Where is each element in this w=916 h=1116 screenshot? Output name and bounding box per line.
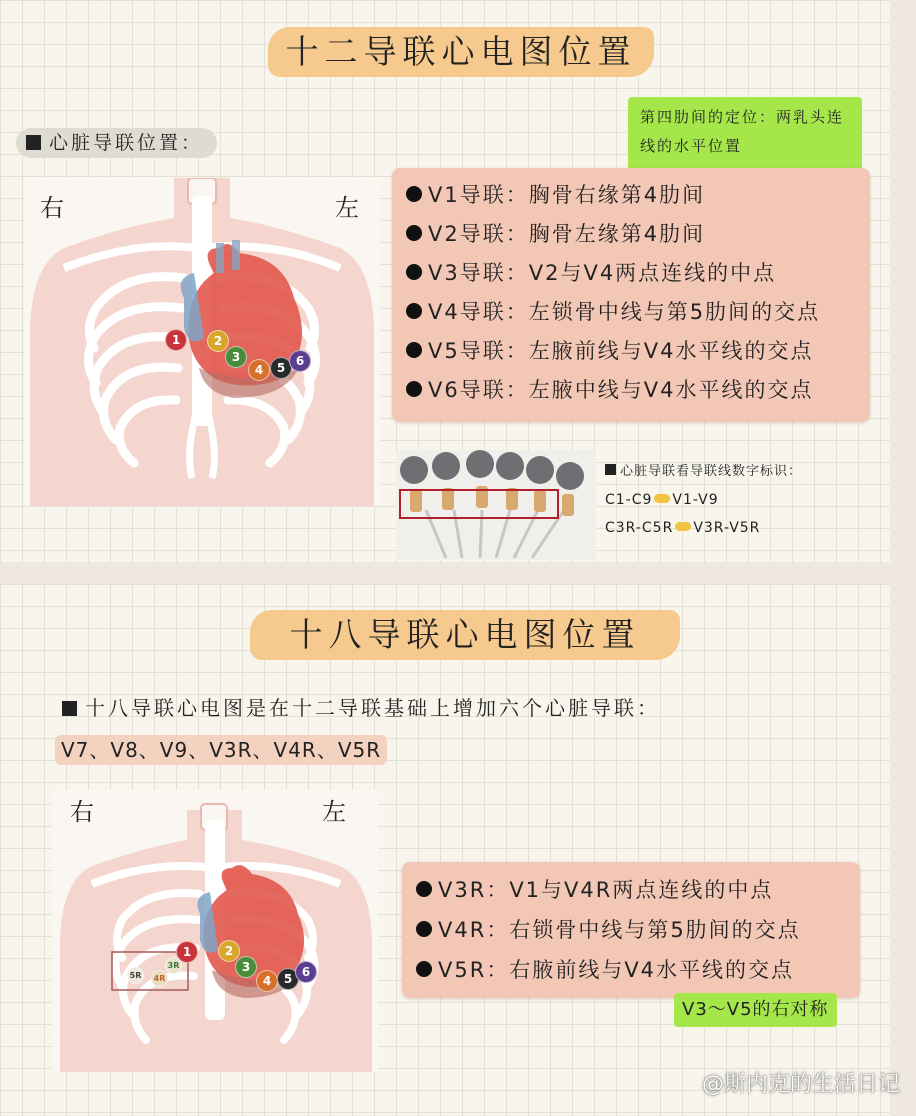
right-side-label: 右 (70, 798, 94, 826)
chest-illustration-18-lead (52, 790, 378, 1072)
left-side-label: 左 (335, 194, 359, 222)
subtitle-text: 心脏导联位置： (49, 132, 204, 154)
lead-marker-5: 5 (270, 357, 292, 379)
eighteen-lead-intro: 十八导联心电图是在十二导联基础上增加六个心脏导联： (62, 692, 660, 721)
right-lead-list (402, 862, 860, 998)
lead-marker-1: 1 (165, 329, 187, 351)
lead-marker-3: 3 (225, 346, 247, 368)
lead-marker-2: 2 (207, 330, 229, 352)
cable-map-row-2: C3R-C5R V3R-V5R (605, 520, 761, 536)
suction-electrodes-drawing (396, 450, 596, 560)
bullet-dot-icon (406, 342, 422, 358)
bullet-dot-icon (406, 381, 422, 397)
chest-illustration-12-lead (24, 178, 380, 506)
ribcage-heart-drawing (52, 790, 378, 1072)
lead-item-v3: V3导联：V2与V4两点连线的中点 (406, 254, 856, 293)
twelve-lead-panel (0, 0, 890, 562)
lead-item-v5r: V5R：右腋前线与V4水平线的交点 (416, 950, 846, 990)
square-bullet-icon (62, 701, 77, 716)
lead-item-v3r: V3R：V1与V4R两点连线的中点 (416, 870, 846, 910)
ribcage-heart-drawing (24, 178, 380, 506)
lead-marker-3: 3 (235, 956, 257, 978)
section-title-18-lead: 十八导联心电图位置 (250, 610, 680, 660)
left-side-label: 左 (322, 798, 346, 826)
square-bullet-icon (605, 464, 616, 475)
lead-item-v2: V2导联：胸骨左缘第4肋间 (406, 215, 856, 254)
bullet-dot-icon (406, 303, 422, 319)
lead-marker-5r: 5R (127, 967, 144, 984)
bullet-dot-icon (406, 186, 422, 202)
cable-map-row-1: C1-C9 V1-V9 (605, 492, 719, 508)
bullet-dot-icon (416, 921, 432, 937)
lead-marker-2: 2 (218, 940, 240, 962)
lead-marker-1: 1 (176, 941, 198, 963)
bullet-dot-icon (406, 225, 422, 241)
lead-item-v4: V4导联：左锁骨中线与第5肋间的交点 (406, 293, 856, 332)
lead-item-v5: V5导联：左腋前线与V4水平线的交点 (406, 332, 856, 371)
author-watermark: @斯内克的生活日记 (701, 1072, 900, 1097)
lead-marker-4: 4 (248, 359, 270, 381)
symmetry-note: V3～V5的右对称 (674, 993, 837, 1027)
additional-leads-tags: V7、V8、V9、V3R、V4R、V5R (55, 735, 387, 765)
twelve-lead-list (392, 168, 870, 422)
bullet-dot-icon (416, 961, 432, 977)
lead-marker-6: 6 (289, 350, 311, 372)
fourth-intercostal-note: 第四肋间的定位：两乳头连线的水平位置 (628, 97, 862, 171)
square-bullet-icon (26, 135, 41, 150)
arrow-right-icon (654, 494, 670, 503)
lead-marker-4r: 4R (151, 970, 168, 987)
lead-marker-3r: 3R (165, 957, 182, 974)
lead-item-v1: V1导联：胸骨右缘第4肋间 (406, 176, 856, 215)
arrow-right-icon (675, 522, 691, 531)
lead-item-v4r: V4R：右锁骨中线与第5肋间的交点 (416, 910, 846, 950)
lead-marker-4: 4 (256, 970, 278, 992)
heart-lead-position-subtitle (16, 128, 217, 158)
bullet-dot-icon (406, 264, 422, 280)
electrode-cable-photo (396, 450, 596, 560)
right-side-label: 右 (40, 194, 64, 222)
section-title-12-lead: 十二导联心电图位置 (268, 27, 654, 77)
lead-marker-5: 5 (277, 968, 299, 990)
cable-label-info (605, 458, 802, 542)
lead-marker-6: 6 (295, 961, 317, 983)
cable-label-heading: 心脏导联看导联线数字标识： (605, 458, 802, 486)
lead-item-v6: V6导联：左腋中线与V4水平线的交点 (406, 371, 856, 410)
bullet-dot-icon (416, 881, 432, 897)
